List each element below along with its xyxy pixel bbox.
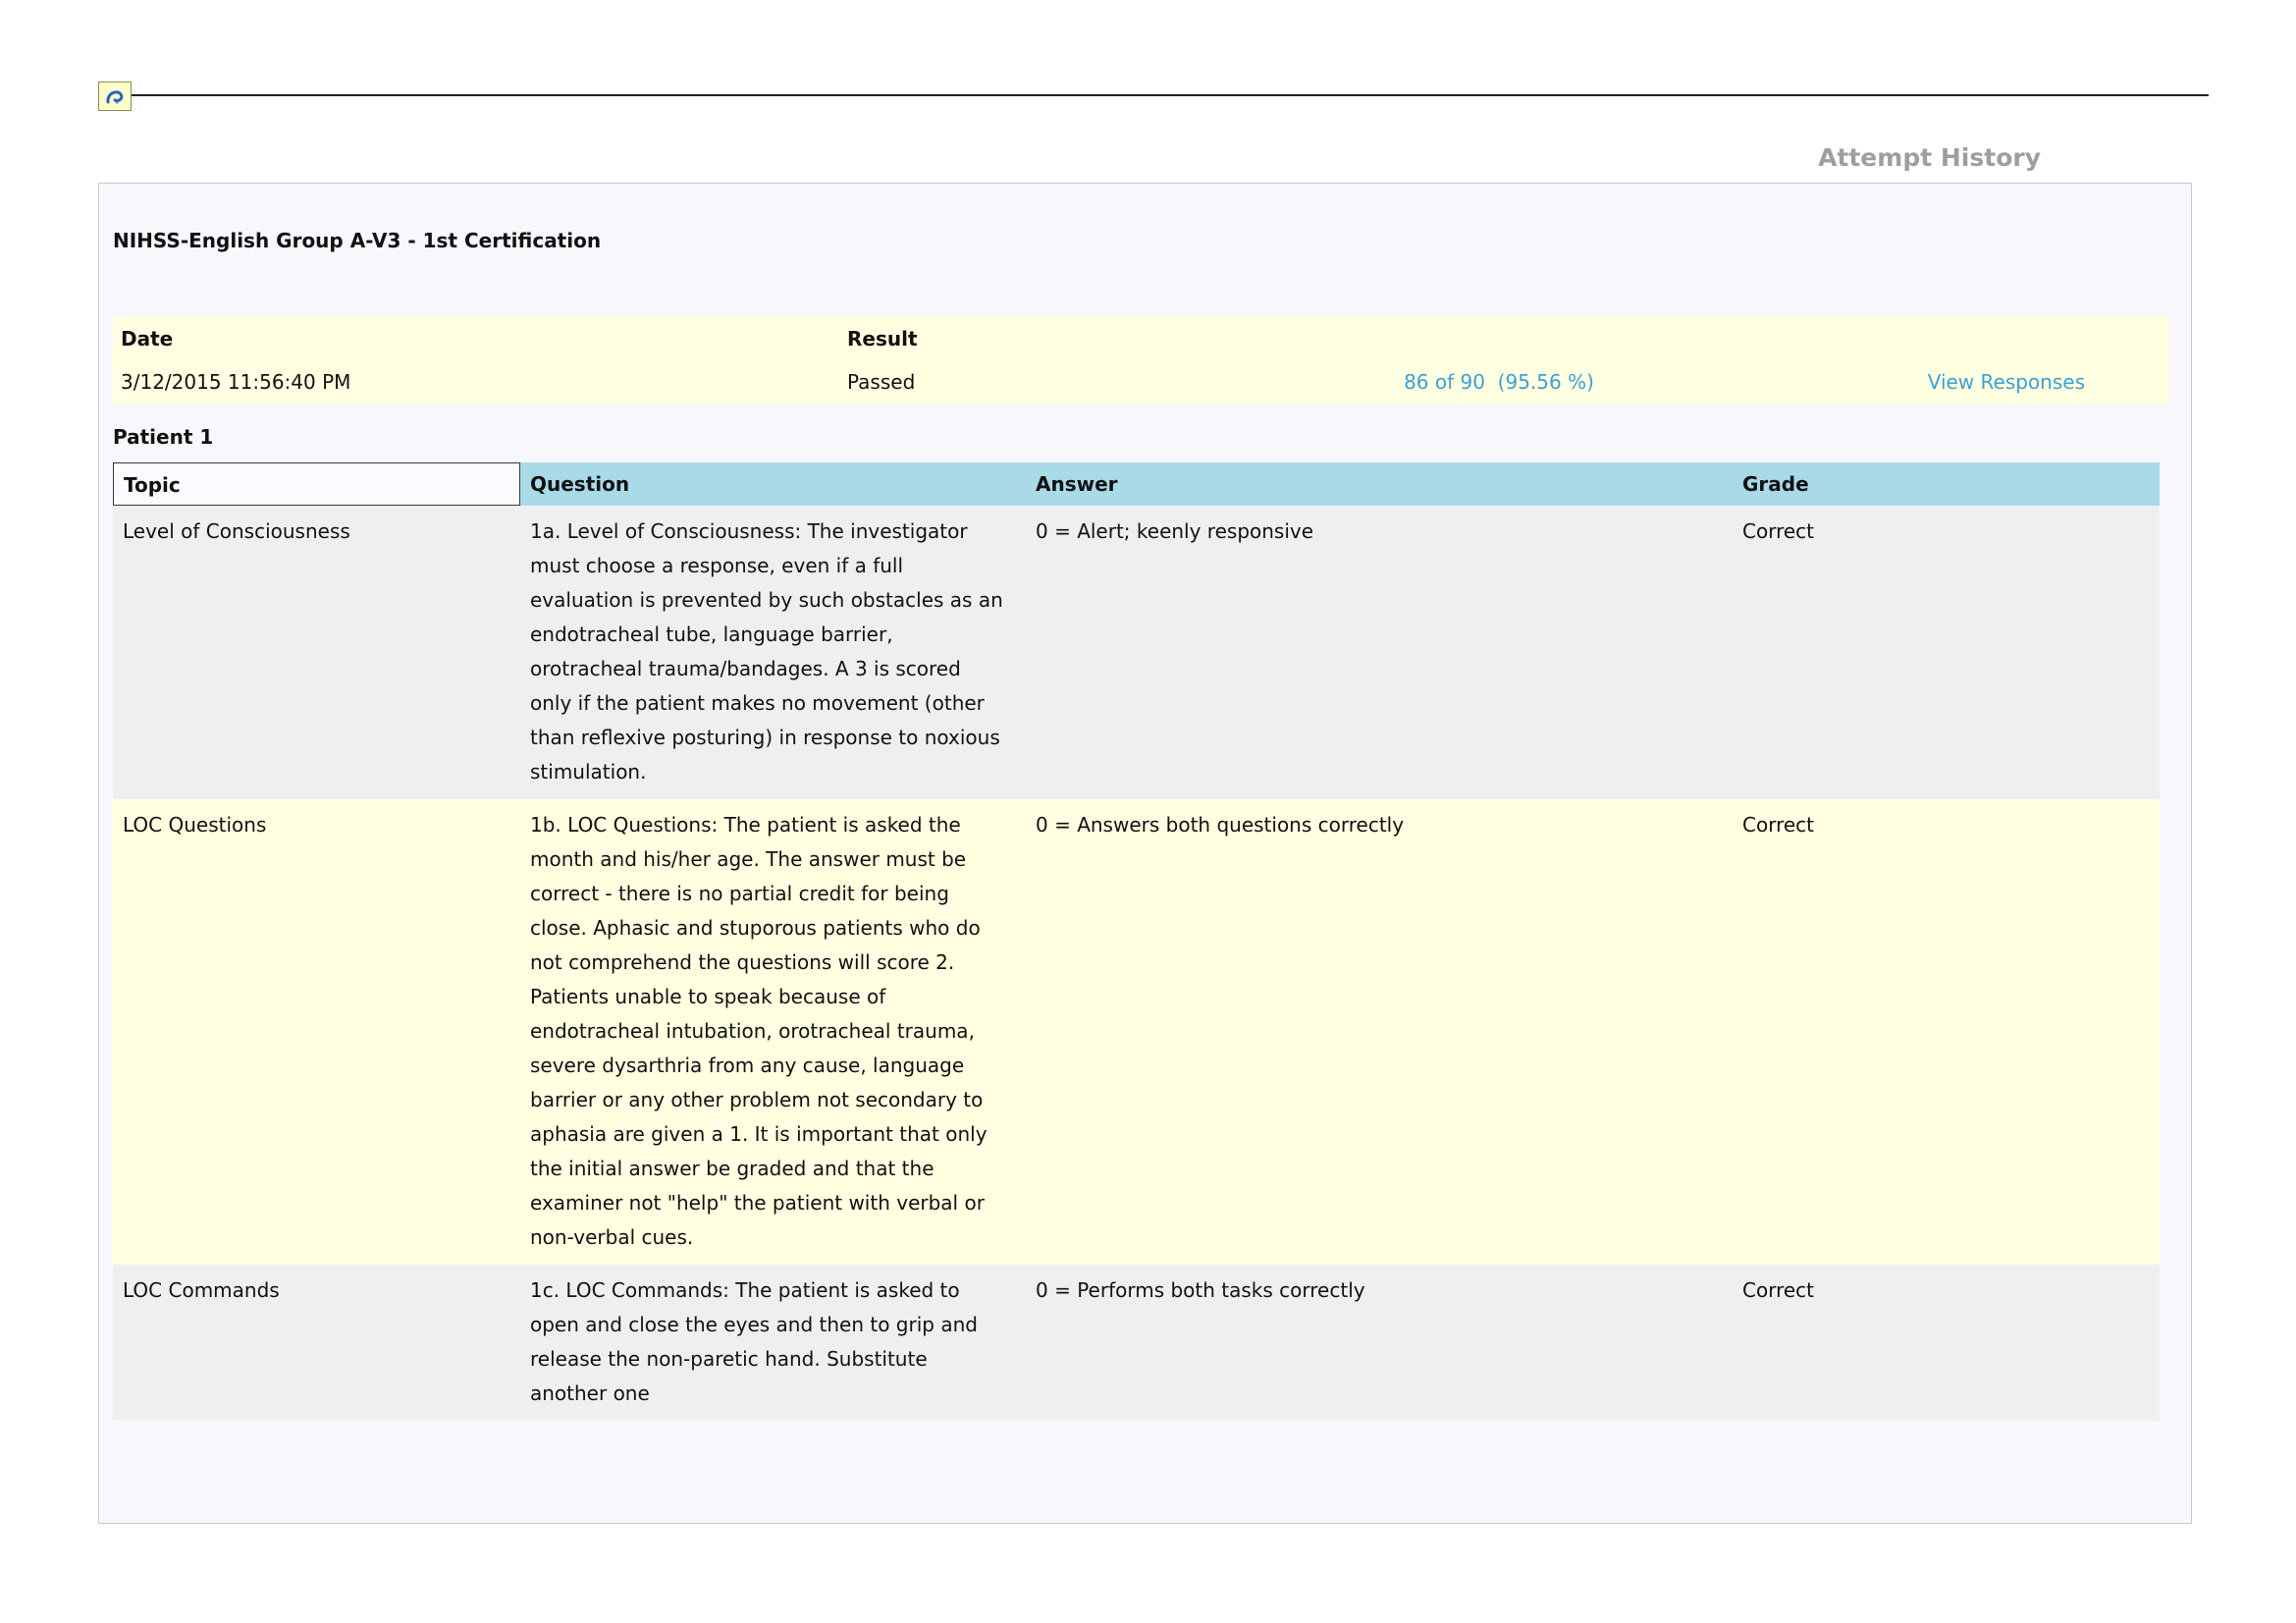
answer-cell: 0 = Performs both tasks correctly	[1026, 1265, 1733, 1421]
question-cell: 1c. LOC Commands: The patient is asked to open and close the eyes and then to grip and release the non-paretic hand. Substitute another one	[520, 1265, 1026, 1421]
summary-value-row	[113, 360, 2169, 404]
summary-header-row	[113, 317, 2169, 360]
grade-header: Grade	[1733, 462, 2160, 506]
answer-cell: 0 = Alert; keenly responsive	[1026, 506, 1733, 799]
patient-heading: Patient 1	[113, 425, 214, 449]
answer-cell: 0 = Answers both questions correctly	[1026, 799, 1733, 1265]
grade-cell: Correct	[1733, 1265, 2160, 1421]
view-responses-link[interactable]: View Responses	[1927, 370, 2085, 394]
topic-cell: Level of Consciousness	[113, 506, 520, 799]
attempt-score: 86 of 90 (95.56 %)	[1404, 370, 1594, 394]
table-row	[113, 506, 2160, 799]
top-divider	[98, 94, 2209, 96]
grade-cell: Correct	[1733, 506, 2160, 799]
attempt-summary-table	[113, 317, 2169, 404]
topic-cell: LOC Questions	[113, 799, 520, 1265]
swirl-logo-glyph	[103, 85, 127, 107]
attempt-result: Passed	[847, 370, 916, 394]
app-logo-icon[interactable]	[98, 81, 132, 111]
answer-header: Answer	[1026, 462, 1733, 506]
grade-cell: Correct	[1733, 799, 2160, 1265]
question-cell: 1a. Level of Consciousness: The investigator must choose a response, even if a full evaluation is prevented by such obstacles as an endotracheal tube, language barrier, orotracheal trauma/bandages. A 3 is scored only if the patient makes no movement (other than reflexive posturing) in response to noxious stimulation.	[520, 506, 1026, 799]
topic-header: Topic	[113, 462, 520, 506]
certification-panel	[98, 183, 2192, 1524]
certification-title: NIHSS-English Group A-V3 - 1st Certification	[113, 229, 602, 252]
table-row	[113, 1265, 2160, 1421]
responses-table	[113, 462, 2160, 1421]
attempt-history-heading: Attempt History	[1818, 143, 2041, 172]
attempt-date: 3/12/2015 11:56:40 PM	[121, 370, 351, 394]
question-cell: 1b. LOC Questions: The patient is asked the month and his/her age. The answer must be correct - there is no partial credit for being close. Aphasic and stuporous patients who do not comprehend the questions will score 2. Patients unable to speak because of endotracheal intubation, orotracheal trauma, severe dysarthria from any cause, language barrier or any other problem not secondary to aphasia are given a 1. It is important that only the initial answer be graded and that the examiner not "help" the patient with verbal or non-verbal cues.	[520, 799, 1026, 1265]
topic-cell: LOC Commands	[113, 1265, 520, 1421]
date-column-header: Date	[121, 327, 174, 351]
table-row	[113, 799, 2160, 1265]
question-header: Question	[520, 462, 1026, 506]
result-column-header: Result	[847, 327, 918, 351]
table-header-row	[113, 462, 2160, 506]
